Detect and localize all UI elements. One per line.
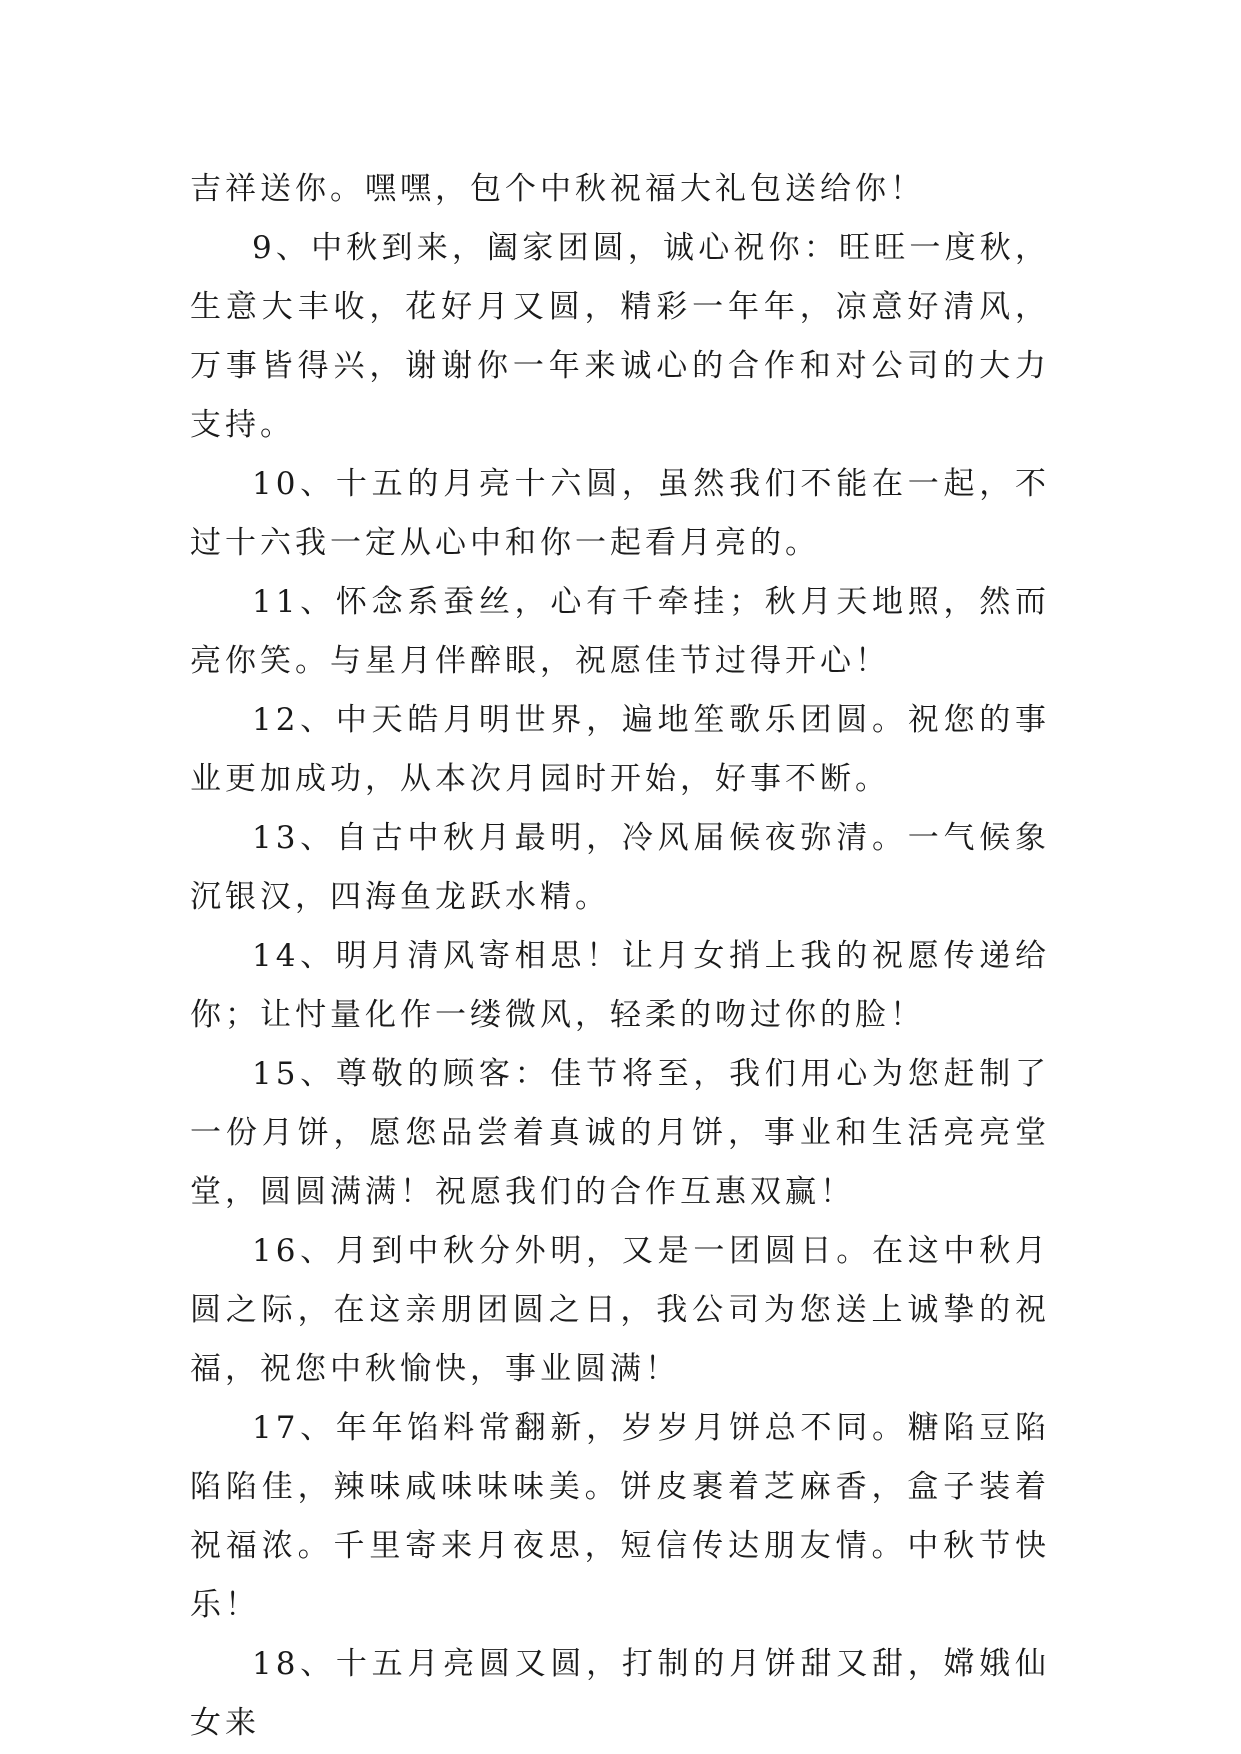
paragraph-item-14: 14、明月清风寄相思！让月女捎上我的祝愿传递给你；让忖量化作一缕微风，轻柔的吻过你的脸！ [190, 938, 1050, 1033]
paragraph-item-18: 18、十五月亮圆又圆，打制的月饼甜又甜，嫦娥仙女来 [190, 1646, 1050, 1741]
paragraph-item-17: 17、年年馅料常翻新，岁岁月饼总不同。糖陷豆陷陷陷佳，辣味咸味味味美。饼皮裹着芝麻香，盒子装着祝福浓。千里寄来月夜思，短信传达朋友情。中秋节快乐！ [190, 1410, 1050, 1623]
document-body [190, 160, 1050, 1753]
paragraph-item-12: 12、中天皓月明世界，遍地笙歌乐团圆。祝您的事业更加成功，从本次月园时开始，好事不断。 [190, 702, 1050, 797]
paragraph-item-16: 16、月到中秋分外明，又是一团圆日。在这中秋月圆之际，在这亲朋团圆之日，我公司为您送上诚挚的祝福，祝您中秋愉快，事业圆满！ [190, 1233, 1050, 1387]
paragraph-item-9: 9、中秋到来，阖家团圆，诚心祝你：旺旺一度秋，生意大丰收，花好月又圆，精彩一年年，凉意好清风，万事皆得兴，谢谢你一年来诚心的合作和对公司的大力支持。 [190, 230, 1050, 443]
paragraph-item-13: 13、自古中秋月最明，冷风届候夜弥清。一气候象沉银汉，四海鱼龙跃水精。 [190, 820, 1050, 915]
paragraph-item-11: 11、怀念系蚕丝，心有千牵挂；秋月天地照，然而亮你笑。与星月伴醉眼，祝愿佳节过得开心！ [190, 584, 1050, 679]
paragraph-item-10: 10、十五的月亮十六圆，虽然我们不能在一起，不过十六我一定从心中和你一起看月亮的。 [190, 466, 1050, 561]
paragraph-continuation: 吉祥送你。嘿嘿，包个中秋祝福大礼包送给你！ [190, 171, 925, 207]
paragraph-item-15: 15、尊敬的顾客：佳节将至，我们用心为您赶制了一份月饼，愿您品尝着真诚的月饼，事业和生活亮亮堂堂，圆圆满满！祝愿我们的合作互惠双赢！ [190, 1056, 1050, 1210]
